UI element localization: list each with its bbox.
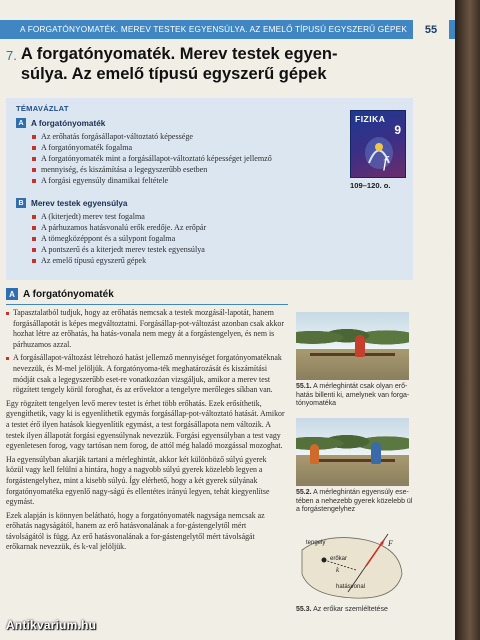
section-letter-b: B (16, 198, 26, 208)
outline-section-a (16, 118, 105, 128)
diagram-arm-label: erőkar (330, 556, 348, 562)
chapter-number: 7. (6, 48, 17, 63)
paragraph: A forgásállapot-változást létrehozó hatást jellemző mennyiséget forgatónyomatéknak nevezzük, és M-mel jelöljük. A forgatónyoma-ték meghatározását és kiszámítási módját csak a legegyszerűbb eset-re vonatkozóan vizsgáljuk, amikor a merev test rögzített tengely körül foroghat, és az erővektor a tengelyre merőleges síkban van. (6, 353, 286, 395)
outline-section-b-title: Merev testek egyensúlya (31, 198, 128, 208)
figure-caption-text: A mérleghintát csak olyan erő-hatás billenti ki, amelynek van forga-tónyomatéka (296, 383, 410, 408)
textbook-cover-image (350, 110, 406, 178)
paragraph: Tapasztalatból tudjuk, hogy az erőhatás nemcsak a testek mozgásál-lapotát, hanem forgásállapotát is képes megváltoztatni. Forgásállap-pot-változást azonban csak akkor hozhat létre az erőhatás, ha hatás-vonala nem megy át a forgástengelyen, és nem is párhuzamos azzal. (6, 308, 286, 350)
section-divider (6, 304, 288, 305)
outline-list-b (32, 211, 206, 266)
textbook-number: 9 (394, 123, 401, 137)
figure-caption-2 (296, 489, 414, 515)
chapter-title-line1: A forgatónyomaték. Merev testek egyen- (20, 45, 338, 63)
list-item: A forgási egyensúly dinamikai feltétele (32, 175, 272, 186)
chapter-title-line2: súlya. Az emelő típusú egyszerű gépek (20, 65, 327, 83)
section-letter: A (6, 288, 18, 300)
section-letter-a: A (16, 118, 26, 128)
textbook-page-ref: 109–120. o. (350, 181, 391, 190)
list-item: A forgatónyomaték mint a forgásállapot-változtató képességet jellemző (32, 153, 272, 164)
figure-label: 55.3. (296, 606, 312, 613)
textbook-cover-figure-icon (361, 133, 397, 173)
figure-caption-text: A mérleghintán egyensúly ese-tében a nehezebb gyerek közelebb ül a forgástengelyhez (296, 489, 413, 514)
chapter-title (6, 44, 426, 84)
running-header (0, 20, 455, 39)
figure-caption-3 (296, 606, 414, 615)
list-item: A forgatónyomaték fogalma (32, 142, 272, 153)
watermark-text: Antikvarium.hu (6, 618, 97, 632)
list-item: Az erőhatás forgásállapot-változtató képessége (32, 131, 272, 142)
figure-label: 55.2. (296, 489, 312, 496)
list-item: Az emelő típusú egyszerű gépek (32, 255, 206, 266)
lever-arm-diagram (296, 530, 409, 604)
diagram-k-label: k (336, 566, 340, 574)
list-item: A pontszerű és a kiterjedt merev testek egyensúlya (32, 244, 206, 255)
seesaw-photo-2 (296, 418, 409, 486)
running-title: A FORGATÓNYOMATÉK. MEREV TESTEK EGYENSÚLYA. AZ EMELŐ TÍPUSÚ EGYSZERŰ GÉPEK (20, 25, 407, 34)
paragraph: Ezek alapján is könnyen belátható, hogy a forgatónyomaték nagysága nemcsak az erőhatás nagyságától, hanem az erő hatásvonalának a for-gástengelytől mért távolságától is függ. Az erő hatásvonalának a for-gástengelytől mért távolságát erőkarnak nevezzük, és k-val jelöljük. (6, 510, 265, 552)
section-title: A forgatónyomaték (23, 288, 114, 300)
list-item: A párhuzamos hatásvonalú erők eredője. Az erőpár (32, 222, 206, 233)
figure-label: 55.1. (296, 383, 312, 390)
section-body (6, 308, 286, 556)
figure-caption-1 (296, 383, 414, 409)
book-spine-shadow (455, 0, 480, 640)
page-number: 55 (413, 20, 449, 39)
outline-section-a-title: A forgatónyomaték (31, 118, 106, 128)
paragraph: Ha egyensúlyban akarják tartani a mérleghintát, akkor két különböző súlyú gyerek közül vagy kell felülni a hintára, hogy a nagyobb súlyú gyerek közelebb legyen a forgástengelyhez, mint a kisebb súlyú. Így elérhető, hogy a két gyerek súlyának forgatónyomatéka egyenlő nagy-ságú és ellentétes irányú legyen, tehát kiegyenlítse egymást. (6, 454, 270, 507)
section-heading (6, 288, 114, 300)
outline-section-b (16, 198, 127, 208)
outline-list-a (32, 131, 272, 186)
paragraph: Egy rögzített tengelyen levő merev testet is érhet több erőhatás. Ezek erősíthetik, gyengíthetik, vagy ki is egyenlíthetik egymás forgásállap-pot-változtató hatását. Amikor a testet érő ilyen hatások kiegyenlítik egymást, a test forgásállapota nem változik. A testek ilyen állapotát forgási egyensúlynak nevezzük. Forgási egyensúlyban a test vagy egyenletesen forog, vagy tartósan nem forog, de attól még haladó mozgással mozoghat. (6, 398, 285, 451)
list-item: A (kiterjedt) merev test fogalma (32, 211, 206, 222)
seesaw-photo-1 (296, 312, 409, 380)
diagram-line-label: hatásvonal (336, 584, 366, 590)
diagram-force-label: F (388, 539, 393, 548)
list-item: A tömegközéppont és a súlypont fogalma (32, 233, 206, 244)
figure-caption-text: Az erőkar szemléltetése (313, 606, 388, 613)
topic-outline-heading: TÉMAVÁZLAT (16, 104, 69, 113)
textbook-title: FIZIKA (355, 114, 386, 124)
list-item-continuation: mennyiség, és kiszámítása a legegyszerűbb esetben (32, 164, 272, 175)
diagram-axis-label: tengely (306, 540, 326, 546)
svg-text:f: f (383, 154, 388, 171)
